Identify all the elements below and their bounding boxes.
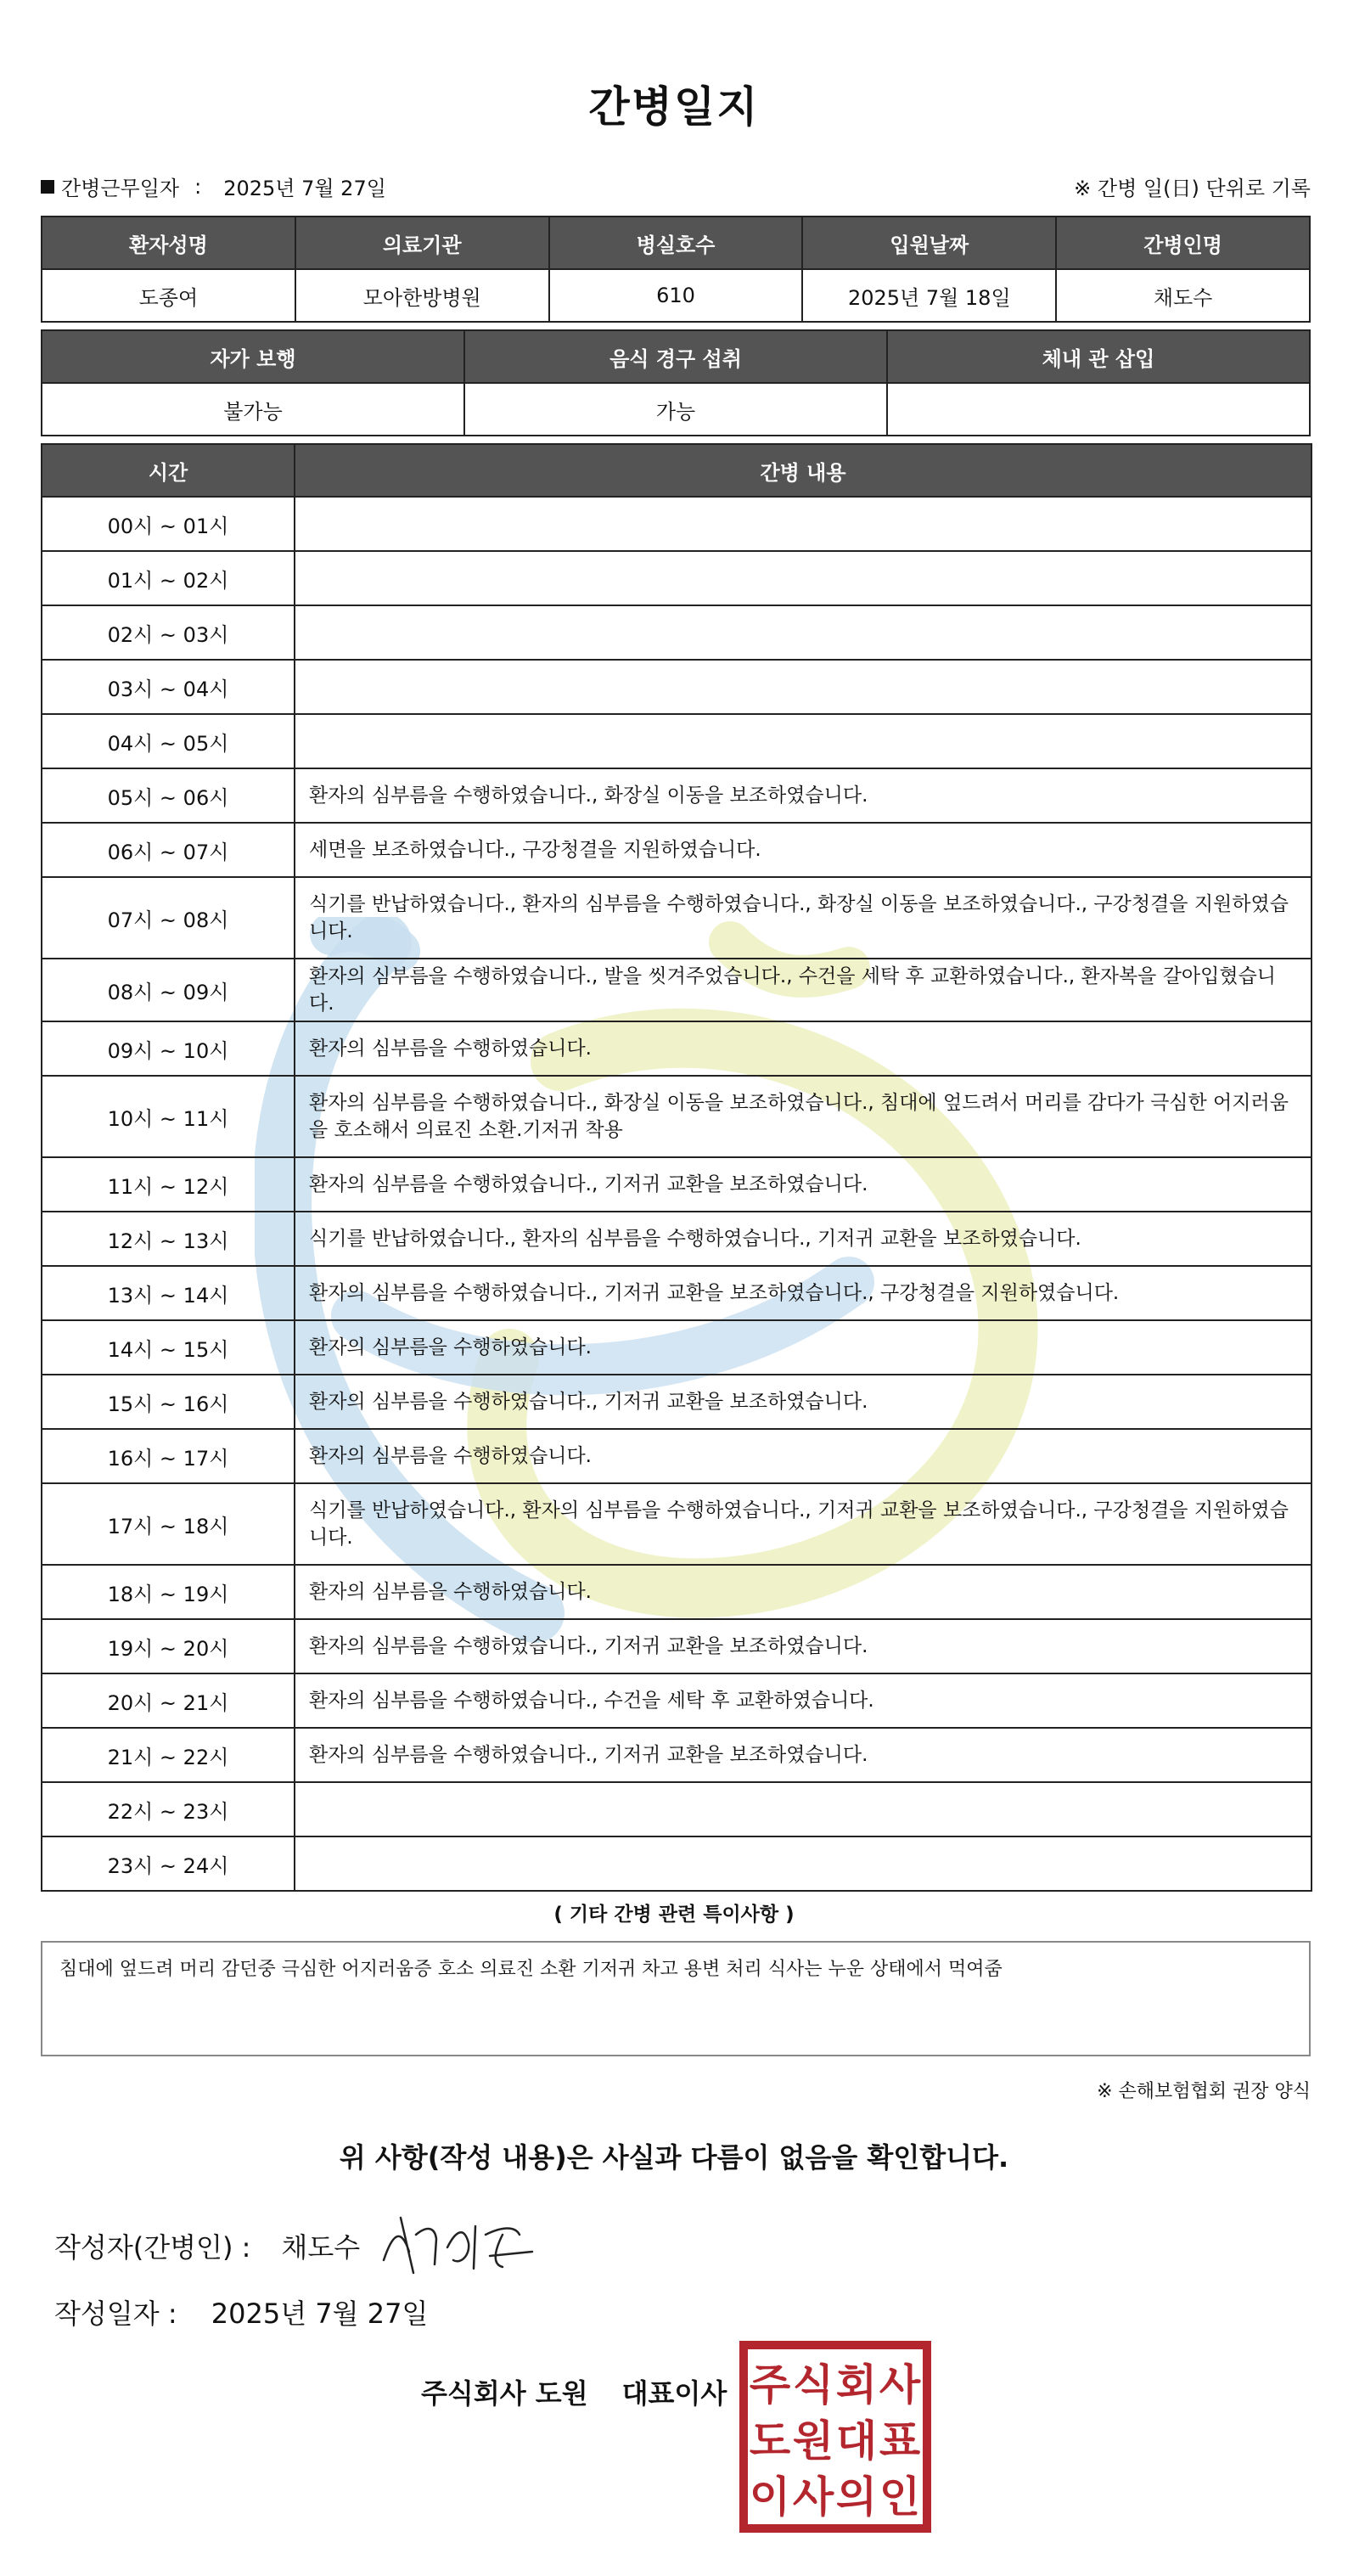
- time-slot: 18시 ~ 19시: [42, 1565, 295, 1619]
- table-row: [42, 1157, 1311, 1212]
- table-row: [42, 1728, 1311, 1782]
- time-slot: 21시 ~ 22시: [42, 1728, 295, 1782]
- header-room-number: 병실호수: [549, 217, 803, 269]
- square-bullet-icon: [41, 180, 54, 194]
- care-content: 환자의 심부름을 수행하였습니다.: [295, 1429, 1311, 1483]
- table-row: [42, 1619, 1311, 1673]
- time-slot: 06시 ~ 07시: [42, 823, 295, 877]
- self-walking-value: 불가능: [42, 383, 464, 436]
- admission-date: 2025년 7월 18일: [802, 269, 1056, 322]
- company-representative: 대표이사: [621, 2377, 727, 2410]
- log-rows: [42, 497, 1311, 1891]
- seal-glyph: 이: [749, 2472, 791, 2522]
- seal-glyph: 사: [879, 2360, 921, 2410]
- care-content: [295, 714, 1311, 768]
- table-row: [42, 605, 1311, 660]
- table-row: [42, 1375, 1311, 1429]
- time-slot: 23시 ~ 24시: [42, 1836, 295, 1891]
- seal-glyph: 식: [792, 2360, 834, 2410]
- time-slot: 04시 ~ 05시: [42, 714, 295, 768]
- care-content: [295, 605, 1311, 660]
- header-admission-date: 입원날짜: [802, 217, 1056, 269]
- written-date-value: 2025년 7월 27일: [211, 2298, 429, 2330]
- writer-row: [54, 2226, 360, 2265]
- care-content: [295, 660, 1311, 714]
- table-row: [42, 877, 1311, 959]
- daily-record-note: ※ 간병 일(日) 단위로 기록: [1074, 177, 1311, 200]
- company-seal-stamp: [739, 2340, 932, 2534]
- table-row: [42, 1021, 1311, 1076]
- care-content: [295, 497, 1311, 551]
- table-row: [42, 823, 1311, 877]
- company-row: [421, 2372, 727, 2411]
- time-slot: 07시 ~ 08시: [42, 877, 295, 959]
- care-content: 환자의 심부름을 수행하였습니다., 화장실 이동을 보조하였습니다.: [295, 768, 1311, 823]
- seal-glyph: 도: [749, 2416, 791, 2466]
- work-date-colon: :: [194, 174, 202, 199]
- care-content: 환자의 심부름을 수행하였습니다., 기저귀 교환을 보조하였습니다.: [295, 1375, 1311, 1429]
- header-caregiver-name: 간병인명: [1056, 217, 1310, 269]
- tube-insertion-value: [887, 383, 1310, 436]
- table-row: [42, 660, 1311, 714]
- care-content: 환자의 심부름을 수행하였습니다., 발을 씻겨주었습니다., 수건을 세탁 후 교환하였습니다., 환자복을 갈아입혔습니다.: [295, 959, 1311, 1021]
- confirmation-statement: 위 사항(작성 내용)은 사실과 다름이 없음을 확인합니다.: [339, 2141, 1009, 2174]
- hourly-log-table: [41, 443, 1312, 1892]
- header-tube-insertion: 체내 관 삽입: [887, 330, 1310, 383]
- special-notes-box: 침대에 엎드려 머리 감던중 극심한 어지러움증 호소 의료진 소환 기저귀 차고 용변 처리 식사는 누운 상태에서 먹여줌: [41, 1941, 1311, 2056]
- writer-label: 작성자(간병인) :: [54, 2231, 251, 2264]
- page-title: 간병일지: [588, 82, 760, 132]
- patient-status-table: [41, 329, 1311, 436]
- seal-glyph: 주: [749, 2360, 791, 2410]
- care-content: 환자의 심부름을 수행하였습니다.: [295, 1021, 1311, 1076]
- seal-glyph: 인: [879, 2472, 921, 2522]
- table-row: [42, 1673, 1311, 1728]
- care-content: 환자의 심부름을 수행하였습니다., 화장실 이동을 보조하였습니다., 침대에 엎드려서 머리를 감다가 극심한 어지러움을 호소해서 의료진 소환.기저귀 착용: [295, 1076, 1311, 1157]
- seal-glyph: 대: [835, 2416, 878, 2466]
- handwritten-signature: [375, 2201, 545, 2286]
- caregiver-name: 채도수: [1056, 269, 1310, 322]
- table-row: [42, 714, 1311, 768]
- time-slot: 19시 ~ 20시: [42, 1619, 295, 1673]
- care-content: 세면을 보조하였습니다., 구강청결을 지원하였습니다.: [295, 823, 1311, 877]
- time-slot: 16시 ~ 17시: [42, 1429, 295, 1483]
- header-care-content: 간병 내용: [295, 444, 1311, 497]
- time-slot: 22시 ~ 23시: [42, 1782, 295, 1836]
- seal-glyph: 회: [835, 2360, 878, 2410]
- table-row: [42, 1212, 1311, 1266]
- table-row: [42, 768, 1311, 823]
- time-slot: 00시 ~ 01시: [42, 497, 295, 551]
- time-slot: 10시 ~ 11시: [42, 1076, 295, 1157]
- time-slot: 09시 ~ 10시: [42, 1021, 295, 1076]
- table-row: [42, 1782, 1311, 1836]
- header-oral-intake: 음식 경구 섭취: [464, 330, 887, 383]
- time-slot: 12시 ~ 13시: [42, 1212, 295, 1266]
- care-content: 식기를 반납하였습니다., 환자의 심부름을 수행하였습니다., 기저귀 교환을 보조하였습니다.: [295, 1212, 1311, 1266]
- time-slot: 02시 ~ 03시: [42, 605, 295, 660]
- seal-glyph: 사: [792, 2472, 834, 2522]
- room-number: 610: [549, 269, 803, 322]
- table-row: [42, 1483, 1311, 1565]
- care-content: 환자의 심부름을 수행하였습니다., 수건을 세탁 후 교환하였습니다.: [295, 1673, 1311, 1728]
- work-date-label: 간병근무일자: [61, 177, 180, 200]
- table-row: [42, 1076, 1311, 1157]
- care-content: 환자의 심부름을 수행하였습니다., 기저귀 교환을 보조하였습니다., 구강청결을 지원하였습니다.: [295, 1266, 1311, 1320]
- header-patient-name: 환자성명: [42, 217, 295, 269]
- care-content: 환자의 심부름을 수행하였습니다., 기저귀 교환을 보조하였습니다.: [295, 1728, 1311, 1782]
- table-row: [42, 1320, 1311, 1375]
- table-row: [42, 959, 1311, 1021]
- time-slot: 17시 ~ 18시: [42, 1483, 295, 1565]
- table-row: [42, 1836, 1311, 1891]
- care-content: 환자의 심부름을 수행하였습니다.: [295, 1320, 1311, 1375]
- time-slot: 15시 ~ 16시: [42, 1375, 295, 1429]
- patient-name: 도종여: [42, 269, 295, 322]
- care-content: 환자의 심부름을 수행하였습니다.: [295, 1565, 1311, 1619]
- table-row: [42, 1429, 1311, 1483]
- time-slot: 01시 ~ 02시: [42, 551, 295, 605]
- seal-glyph: 원: [792, 2416, 834, 2466]
- care-content: [295, 1782, 1311, 1836]
- care-content: 식기를 반납하였습니다., 환자의 심부름을 수행하였습니다., 기저귀 교환을 보조하였습니다., 구강청결을 지원하였습니다.: [295, 1483, 1311, 1565]
- table-row: [42, 1266, 1311, 1320]
- recommended-form-note: ※ 손해보험협회 권장 양식: [1097, 2081, 1311, 2102]
- company-name: 주식회사 도원: [421, 2377, 588, 2410]
- time-slot: 11시 ~ 12시: [42, 1157, 295, 1212]
- work-date-row: [41, 172, 1311, 202]
- seal-glyph: 표: [879, 2416, 921, 2466]
- header-time: 시간: [42, 444, 295, 497]
- writer-name: 채도수: [281, 2231, 361, 2264]
- special-notes-title: ( 기타 간병 관련 특이사항 ): [553, 1904, 795, 1926]
- header-self-walking: 자가 보행: [42, 330, 464, 383]
- table-row: [42, 1565, 1311, 1619]
- time-slot: 13시 ~ 14시: [42, 1266, 295, 1320]
- care-content: [295, 1836, 1311, 1891]
- time-slot: 14시 ~ 15시: [42, 1320, 295, 1375]
- written-date-label: 작성일자 :: [54, 2298, 177, 2330]
- time-slot: 20시 ~ 21시: [42, 1673, 295, 1728]
- time-slot: 03시 ~ 04시: [42, 660, 295, 714]
- care-content: 식기를 반납하였습니다., 환자의 심부름을 수행하였습니다., 화장실 이동을 보조하였습니다., 구강청결을 지원하였습니다.: [295, 877, 1311, 959]
- seal-glyph: 의: [835, 2472, 878, 2522]
- patient-info-table: [41, 216, 1311, 323]
- header-hospital: 의료기관: [295, 217, 549, 269]
- care-content: [295, 551, 1311, 605]
- work-date-value: 2025년 7월 27일: [223, 177, 386, 200]
- table-row: [42, 497, 1311, 551]
- oral-intake-value: 가능: [464, 383, 887, 436]
- written-date-row: [54, 2292, 428, 2331]
- care-content: 환자의 심부름을 수행하였습니다., 기저귀 교환을 보조하였습니다.: [295, 1157, 1311, 1212]
- hospital-name: 모아한방병원: [295, 269, 549, 322]
- time-slot: 05시 ~ 06시: [42, 768, 295, 823]
- table-row: [42, 551, 1311, 605]
- care-content: 환자의 심부름을 수행하였습니다., 기저귀 교환을 보조하였습니다.: [295, 1619, 1311, 1673]
- time-slot: 08시 ~ 09시: [42, 959, 295, 1021]
